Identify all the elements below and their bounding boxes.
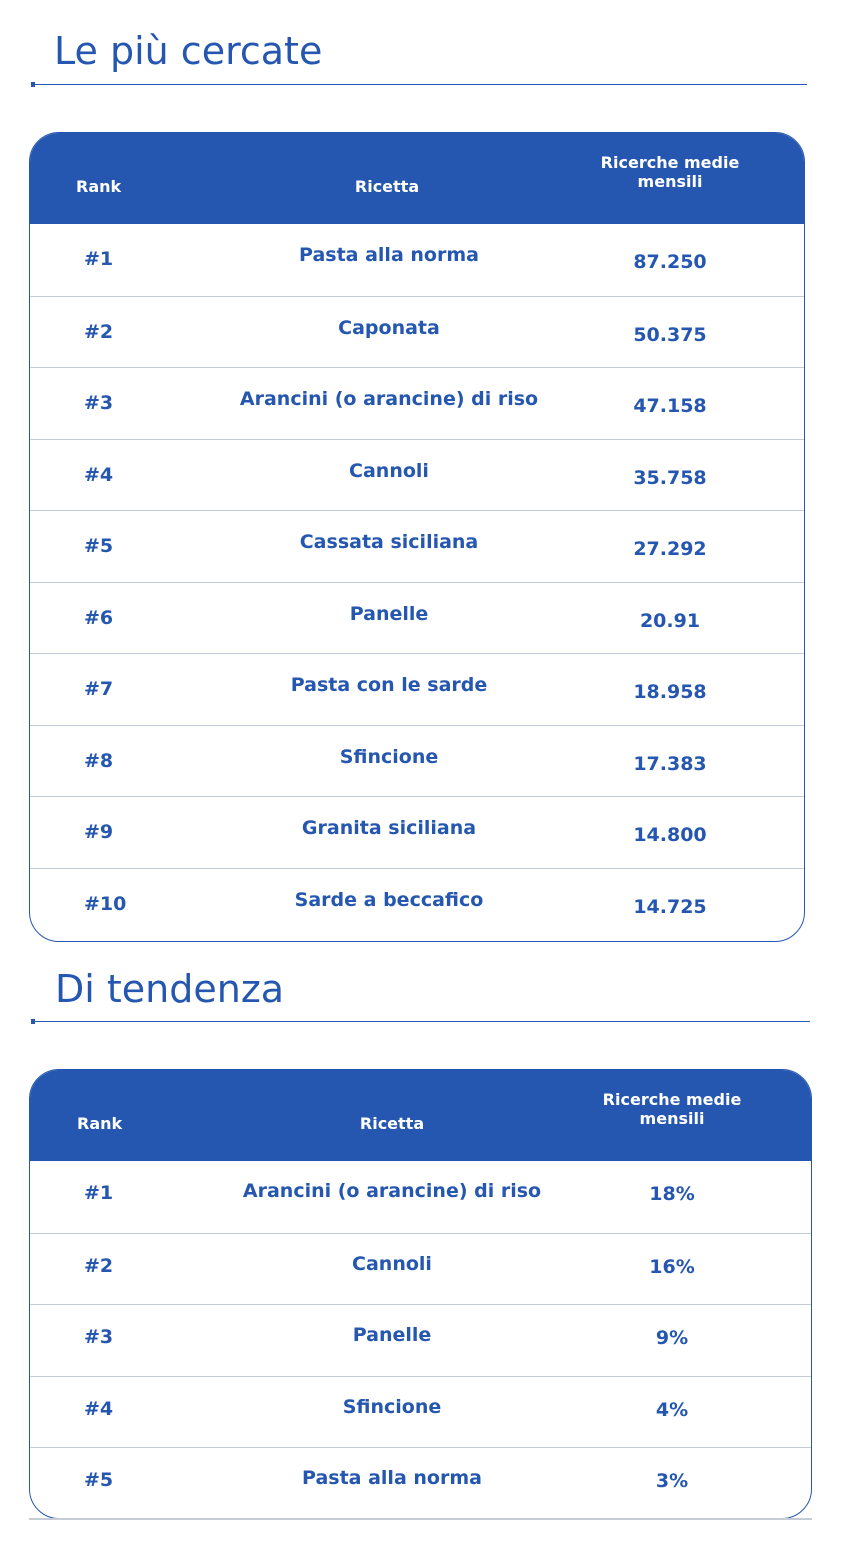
recipe-cell: Cassata siciliana — [299, 531, 479, 553]
table-row — [30, 796, 804, 868]
section-title-top-searched: Le più cercate — [54, 29, 323, 73]
recipe-cell: Arancini (o arancine) di riso — [242, 1180, 542, 1202]
title-underline-top-searched — [31, 84, 807, 85]
table-row — [30, 582, 804, 654]
monthly-searches-cell: 4% — [655, 1398, 689, 1421]
rank-cell: #2 — [84, 1254, 114, 1277]
rank-cell: #3 — [84, 392, 114, 414]
monthly-searches-cell: 35.758 — [633, 466, 707, 489]
monthly-searches-cell: 27.292 — [633, 538, 707, 560]
recipe-cell: Pasta con le sarde — [290, 674, 488, 696]
rank-cell: #6 — [84, 606, 114, 629]
recipe-cell: Granita siciliana — [301, 817, 477, 839]
recipe-cell: Cannoli — [349, 459, 429, 482]
header-recipe: Ricetta — [354, 177, 420, 196]
table-row — [30, 653, 804, 725]
table-row — [30, 510, 804, 582]
rank-cell: #1 — [84, 248, 114, 270]
monthly-searches-cell: 14.800 — [633, 824, 707, 846]
rank-cell: #3 — [84, 1326, 114, 1348]
trending-table — [29, 1069, 812, 1519]
monthly-searches-cell: 18.958 — [633, 681, 707, 703]
monthly-searches-cell: 18% — [649, 1183, 695, 1205]
monthly-searches-cell: 20.91 — [639, 609, 701, 632]
header-rank: Rank — [76, 177, 122, 196]
recipe-cell: Caponata — [338, 316, 440, 339]
header-monthly-searches: Ricerche medie mensili — [600, 153, 740, 191]
rank-cell: #9 — [84, 821, 114, 843]
table-row — [30, 224, 804, 296]
title-underline-trending — [31, 1021, 810, 1022]
rank-cell: #10 — [84, 892, 127, 915]
section-title-trending: Di tendenza — [55, 967, 285, 1011]
recipe-cell: Pasta alla norma — [302, 1467, 482, 1489]
table-row — [30, 296, 804, 368]
header-recipe: Ricetta — [359, 1114, 425, 1133]
monthly-searches-cell: 17.383 — [633, 752, 707, 775]
recipe-cell: Cannoli — [352, 1252, 432, 1275]
monthly-searches-cell: 9% — [655, 1327, 689, 1349]
monthly-searches-cell: 87.250 — [633, 251, 707, 273]
monthly-searches-cell: 47.158 — [633, 395, 707, 417]
table-row — [30, 1304, 811, 1376]
recipe-cell: Pasta alla norma — [299, 244, 479, 266]
top-searched-table — [29, 132, 805, 942]
recipe-cell: Arancini (o arancine) di riso — [239, 388, 539, 410]
header-monthly-searches: Ricerche medie mensili — [602, 1090, 742, 1128]
rank-cell: #8 — [84, 749, 114, 772]
monthly-searches-cell: 14.725 — [633, 895, 707, 918]
table-row — [30, 1376, 811, 1448]
table-row — [30, 1161, 811, 1233]
rank-cell: #2 — [84, 320, 114, 343]
table-row — [30, 1447, 811, 1519]
rank-cell: #4 — [84, 1397, 114, 1420]
table-row — [30, 367, 804, 439]
table-row — [30, 1233, 811, 1305]
rank-cell: #4 — [84, 463, 114, 486]
header-rank: Rank — [77, 1114, 123, 1133]
monthly-searches-cell: 3% — [655, 1470, 689, 1492]
table-header — [30, 133, 804, 224]
bottom-divider — [29, 1518, 812, 1520]
recipe-cell: Panelle — [349, 602, 429, 625]
recipe-cell: Panelle — [352, 1324, 432, 1346]
rank-cell: #1 — [84, 1182, 114, 1204]
table-header — [30, 1070, 811, 1161]
monthly-searches-cell: 16% — [649, 1255, 695, 1278]
recipe-cell: Sarde a beccafico — [294, 888, 484, 911]
table-row — [30, 439, 804, 511]
rank-cell: #5 — [84, 1469, 114, 1491]
table-row — [30, 868, 804, 940]
recipe-cell: Sfincione — [339, 745, 439, 768]
monthly-searches-cell: 50.375 — [633, 323, 707, 346]
rank-cell: #7 — [84, 678, 114, 700]
rank-cell: #5 — [84, 535, 114, 557]
table-row — [30, 725, 804, 797]
recipe-cell: Sfincione — [342, 1395, 442, 1418]
